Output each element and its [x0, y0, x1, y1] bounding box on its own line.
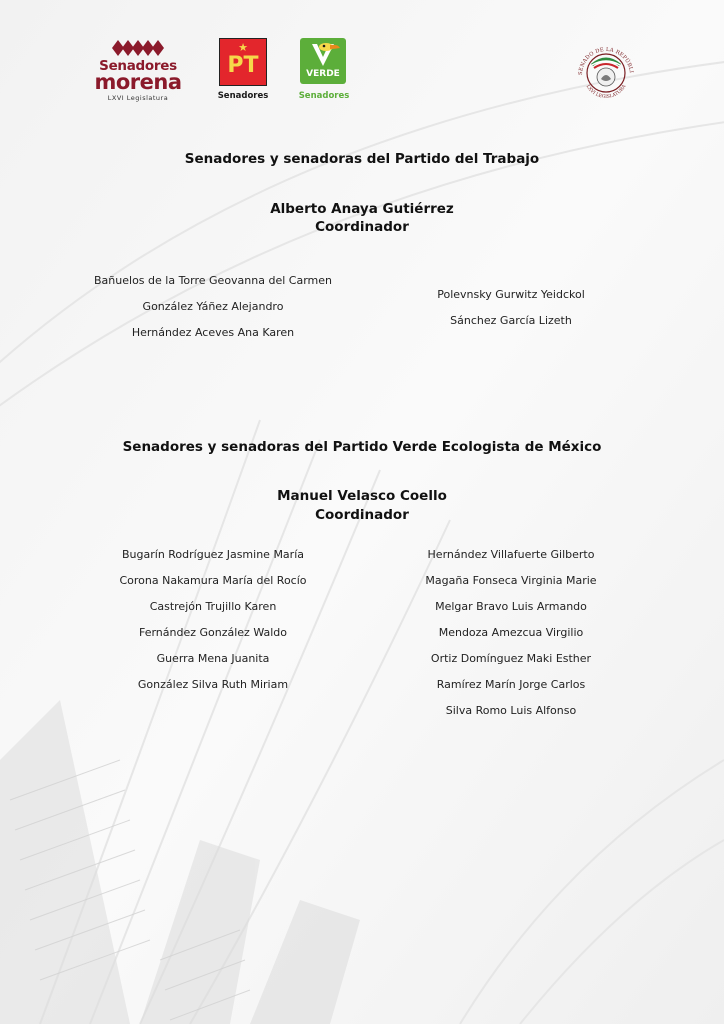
member-name: Silva Romo Luis Alfonso: [445, 704, 577, 717]
morena-logo-legislature: LXVI Legislatura: [107, 94, 169, 102]
member-name: Guerra Mena Juanita: [156, 652, 270, 665]
pvem-coordinator-title: Coordinador: [315, 507, 409, 523]
member-name: Hernández Aceves Ana Karen: [131, 326, 295, 339]
member-name: Castrejón Trujillo Karen: [149, 600, 277, 613]
pt-members-right: [366, 287, 656, 339]
pt-logo-box: [219, 38, 267, 86]
verde-logo: [298, 38, 350, 102]
morena-emblem-icon: [88, 38, 188, 58]
pt-members-left: [68, 273, 358, 351]
pvem-members-left: [68, 547, 358, 703]
senado-seal-bottom-text: LXVI LEGISLATURA: [584, 84, 628, 100]
verde-logo-caption: Senadores: [298, 91, 350, 101]
pt-logo: [217, 38, 269, 102]
member-name: Bañuelos de la Torre Geovanna del Carmen: [94, 274, 332, 287]
member-name: González Yáñez Alejandro: [142, 300, 284, 313]
member-name: Polevnsky Gurwitz Yeidckol: [437, 288, 585, 301]
morena-logo-wordmark: morena: [94, 70, 182, 94]
member-name: Ramírez Marín Jorge Carlos: [436, 678, 586, 691]
senado-seal-icon: [570, 35, 642, 107]
pt-section-heading: Senadores y senadoras del Partido del Trabajo: [184, 151, 540, 167]
member-name: Sánchez García Lizeth: [450, 314, 572, 327]
member-name: Magaña Fonseca Virginia Marie: [425, 574, 597, 587]
pt-coordinator-name: Alberto Anaya Gutiérrez: [270, 201, 454, 217]
member-name: Fernández González Waldo: [138, 626, 288, 639]
member-name: Melgar Bravo Luis Armando: [435, 600, 587, 613]
morena-logo-line1: Senadores: [99, 58, 177, 74]
member-name: Mendoza Amezcua Virgilio: [438, 626, 584, 639]
member-name: Bugarín Rodríguez Jasmine María: [122, 548, 304, 561]
pvem-members-right: [366, 547, 656, 729]
verde-logo-box: [300, 38, 346, 84]
pvem-section-heading: Senadores y senadoras del Partido Verde Ecologista de México: [122, 439, 602, 455]
pvem-coordinator-name: Manuel Velasco Coello: [277, 488, 447, 504]
pt-coordinator-title: Coordinador: [315, 219, 409, 235]
toucan-icon: [300, 38, 346, 70]
pt-logo-letters: PT: [227, 53, 259, 78]
member-name: González Silva Ruth Miriam: [137, 678, 289, 691]
morena-logo: [88, 38, 188, 102]
pt-logo-caption: Senadores: [217, 91, 269, 101]
member-name: Hernández Villafuerte Gilberto: [427, 548, 595, 561]
verde-logo-letters: VERDE: [306, 69, 340, 79]
member-name: Ortiz Domínguez Maki Esther: [430, 652, 592, 665]
star-icon: ★: [238, 41, 248, 54]
member-name: Corona Nakamura María del Rocío: [119, 574, 307, 587]
senado-seal-ring-text: SENADO DE LA REPÚBLI: [577, 46, 634, 76]
senado-seal: [570, 35, 642, 107]
